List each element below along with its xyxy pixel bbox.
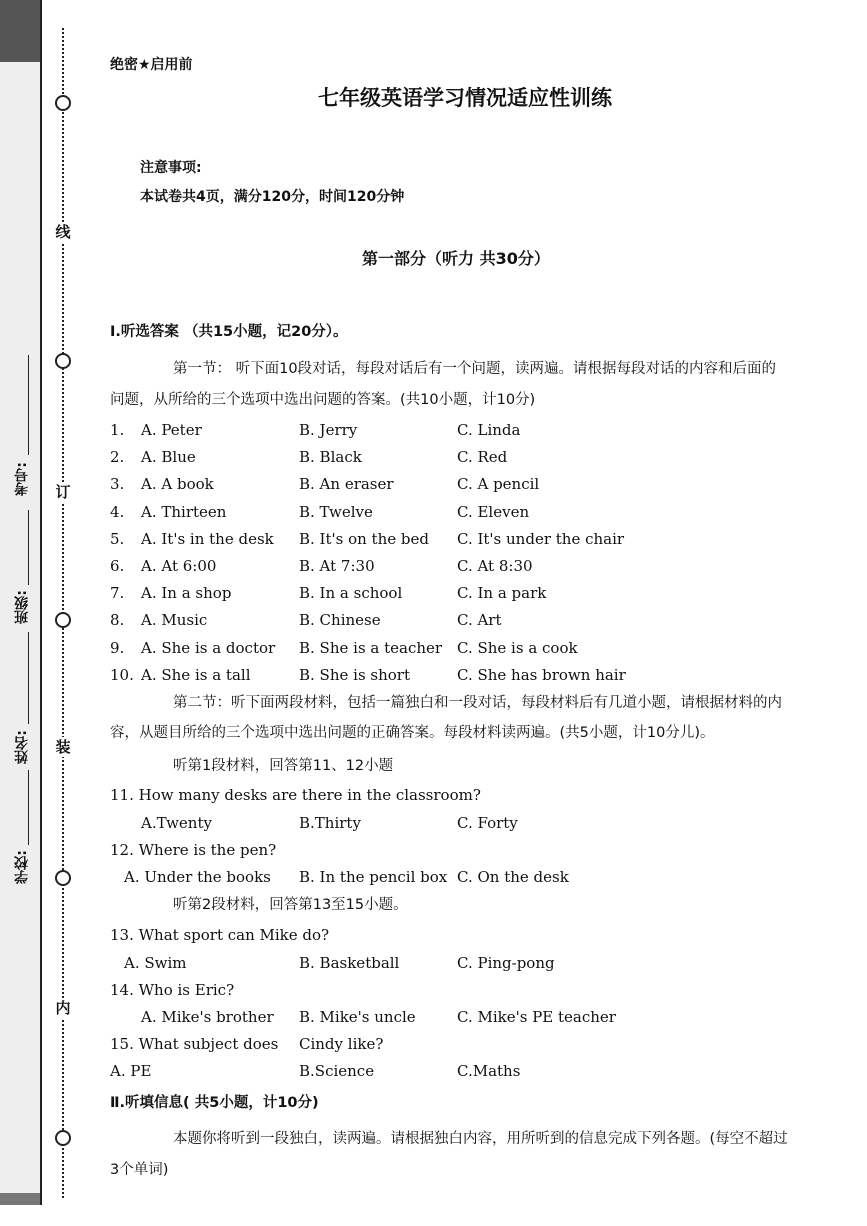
notice-text: 本试卷共4页，满分120分，时间120分钟 [140,189,405,205]
notice-heading: 注意事项: [140,160,202,176]
question-stem: 12. Where is the pen? [110,841,277,859]
option-a: A. Mike's brother [141,1008,274,1026]
option-b: B. Twelve [299,503,373,521]
option-b: B. It's on the bed [299,530,429,548]
question-stem: 14. Who is Eric? [110,981,235,999]
option-b: B. She is short [299,666,410,684]
option-a: A. Swim [124,954,187,972]
section1-heading: Ⅰ.听选答案 （共15小题，记20分）。 [110,324,348,340]
passage2-heading: 听第2段材料，回答第13至15小题。 [173,897,408,913]
question-number: 10. [110,666,134,684]
option-a: A. She is a tall [141,666,251,684]
option-a: A. It's in the desk [141,530,274,548]
question-number: 3. [110,475,125,493]
option-b: B. At 7:30 [299,557,375,575]
field-name-label: 姓名: [14,730,30,764]
option-c: C. Linda [457,421,521,439]
option-c: C. Mike's PE teacher [457,1008,616,1026]
option-c: C. In a park [457,584,547,602]
option-b: B. Black [299,448,362,466]
option-b: B. An eraser [299,475,394,493]
field-exam-number-label: 考号: [14,462,30,496]
field-class-label: 班级: [14,590,30,624]
option-a: A. Under the books [124,868,271,886]
option-b: B. She is a teacher [299,639,443,657]
option-b: B. Chinese [299,611,381,629]
option-c: C. A pencil [457,475,540,493]
option-b: B. Basketball [299,954,400,972]
option-a: A. Music [141,611,208,629]
option-a: A. A book [141,475,214,493]
binding-hole-icon [55,870,71,886]
binding-hole-icon [55,1130,71,1146]
question-number: 4. [110,503,125,521]
field-school-label: 学校: [14,850,30,884]
question-number: 6. [110,557,125,575]
question-number: 2. [110,448,125,466]
passage1-heading: 听第1段材料，回答第11、12小题 [173,758,394,774]
option-b: B. Jerry [299,421,358,439]
option-b: B. In a school [299,584,403,602]
cut-mark-ding: 订 [53,482,73,502]
cut-mark-xian: 线 [53,222,73,242]
binding-hole-icon [55,612,71,628]
option-a: A. Blue [141,448,196,466]
option-c: C. Forty [457,814,518,832]
field-exam-number-line[interactable] [28,355,30,455]
question-number: 5. [110,530,125,548]
confidential-label: 绝密★启用前 [110,57,193,73]
question-number: 8. [110,611,125,629]
question-stem-continued: Cindy like? [299,1035,384,1053]
option-b: B. Mike's uncle [299,1008,416,1026]
option-c: C. She is a cook [457,639,578,657]
option-b: B.Science [299,1062,375,1080]
option-c: C. Eleven [457,503,530,521]
question-stem: 13. What sport can Mike do? [110,926,330,944]
question-number: 7. [110,584,125,602]
sub1-instruction-line2: 问题，从所给的三个选项中选出问题的答案。(共10小题，计10分) [110,392,536,408]
field-school-line[interactable] [28,770,30,845]
sub2-instruction-line2: 容，从题目所给的三个选项中选出问题的正确答案。每段材料读两遍。(共5小题，计10分儿)。 [110,725,715,741]
binding-hole-icon [55,95,71,111]
option-c: C. She has brown hair [457,666,626,684]
option-c: C. On the desk [457,868,569,886]
cut-mark-zhuang: 装 [53,737,73,757]
option-a: A. Thirteen [141,503,227,521]
sec2-instruction-line2: 3个单词) [110,1162,169,1178]
strip-shade-top [0,0,40,62]
part1-heading: 第一部分（听力 共30分） [362,249,550,268]
option-c: C. Art [457,611,502,629]
option-c: C. At 8:30 [457,557,533,575]
option-c: C.Maths [457,1062,521,1080]
option-c: C. Red [457,448,508,466]
option-a: A. She is a doctor [141,639,276,657]
question-number: 9. [110,639,125,657]
question-stem: 15. What subject does [110,1035,279,1053]
option-a: A.Twenty [141,814,212,832]
option-a: A. PE [110,1062,152,1080]
sec2-instruction-line1: 本题你将听到一段独白，读两遍。请根据独白内容，用所听到的信息完成下列各题。(每空不超过 [173,1131,788,1147]
question-stem: 11. How many desks are there in the classroom? [110,786,481,804]
page-title: 七年级英语学习情况适应性训练 [318,86,612,110]
cut-mark-nei: 内 [53,998,73,1018]
option-c: C. Ping-pong [457,954,555,972]
option-b: B. In the pencil box [299,868,448,886]
option-a: A. In a shop [141,584,232,602]
sub1-instruction-line1: 第一节： 听下面10段对话，每段对话后有一个问题，读两遍。请根据每段对话的内容和后面的 [173,361,777,377]
option-a: A. Peter [141,421,202,439]
sub2-instruction-line1: 第二节：听下面两段材料，包括一篇独白和一段对话，每段材料后有几道小题，请根据材料的内 [173,695,782,711]
field-name-line[interactable] [28,632,30,724]
option-c: C. It's under the chair [457,530,625,548]
binding-hole-icon [55,353,71,369]
option-a: A. At 6:00 [141,557,217,575]
section2-heading: Ⅱ.听填信息( 共5小题，计10分) [110,1095,319,1111]
option-b: B.Thirty [299,814,361,832]
question-number: 1. [110,421,125,439]
strip-shade-bottom [0,1193,40,1205]
field-class-line[interactable] [28,510,30,585]
